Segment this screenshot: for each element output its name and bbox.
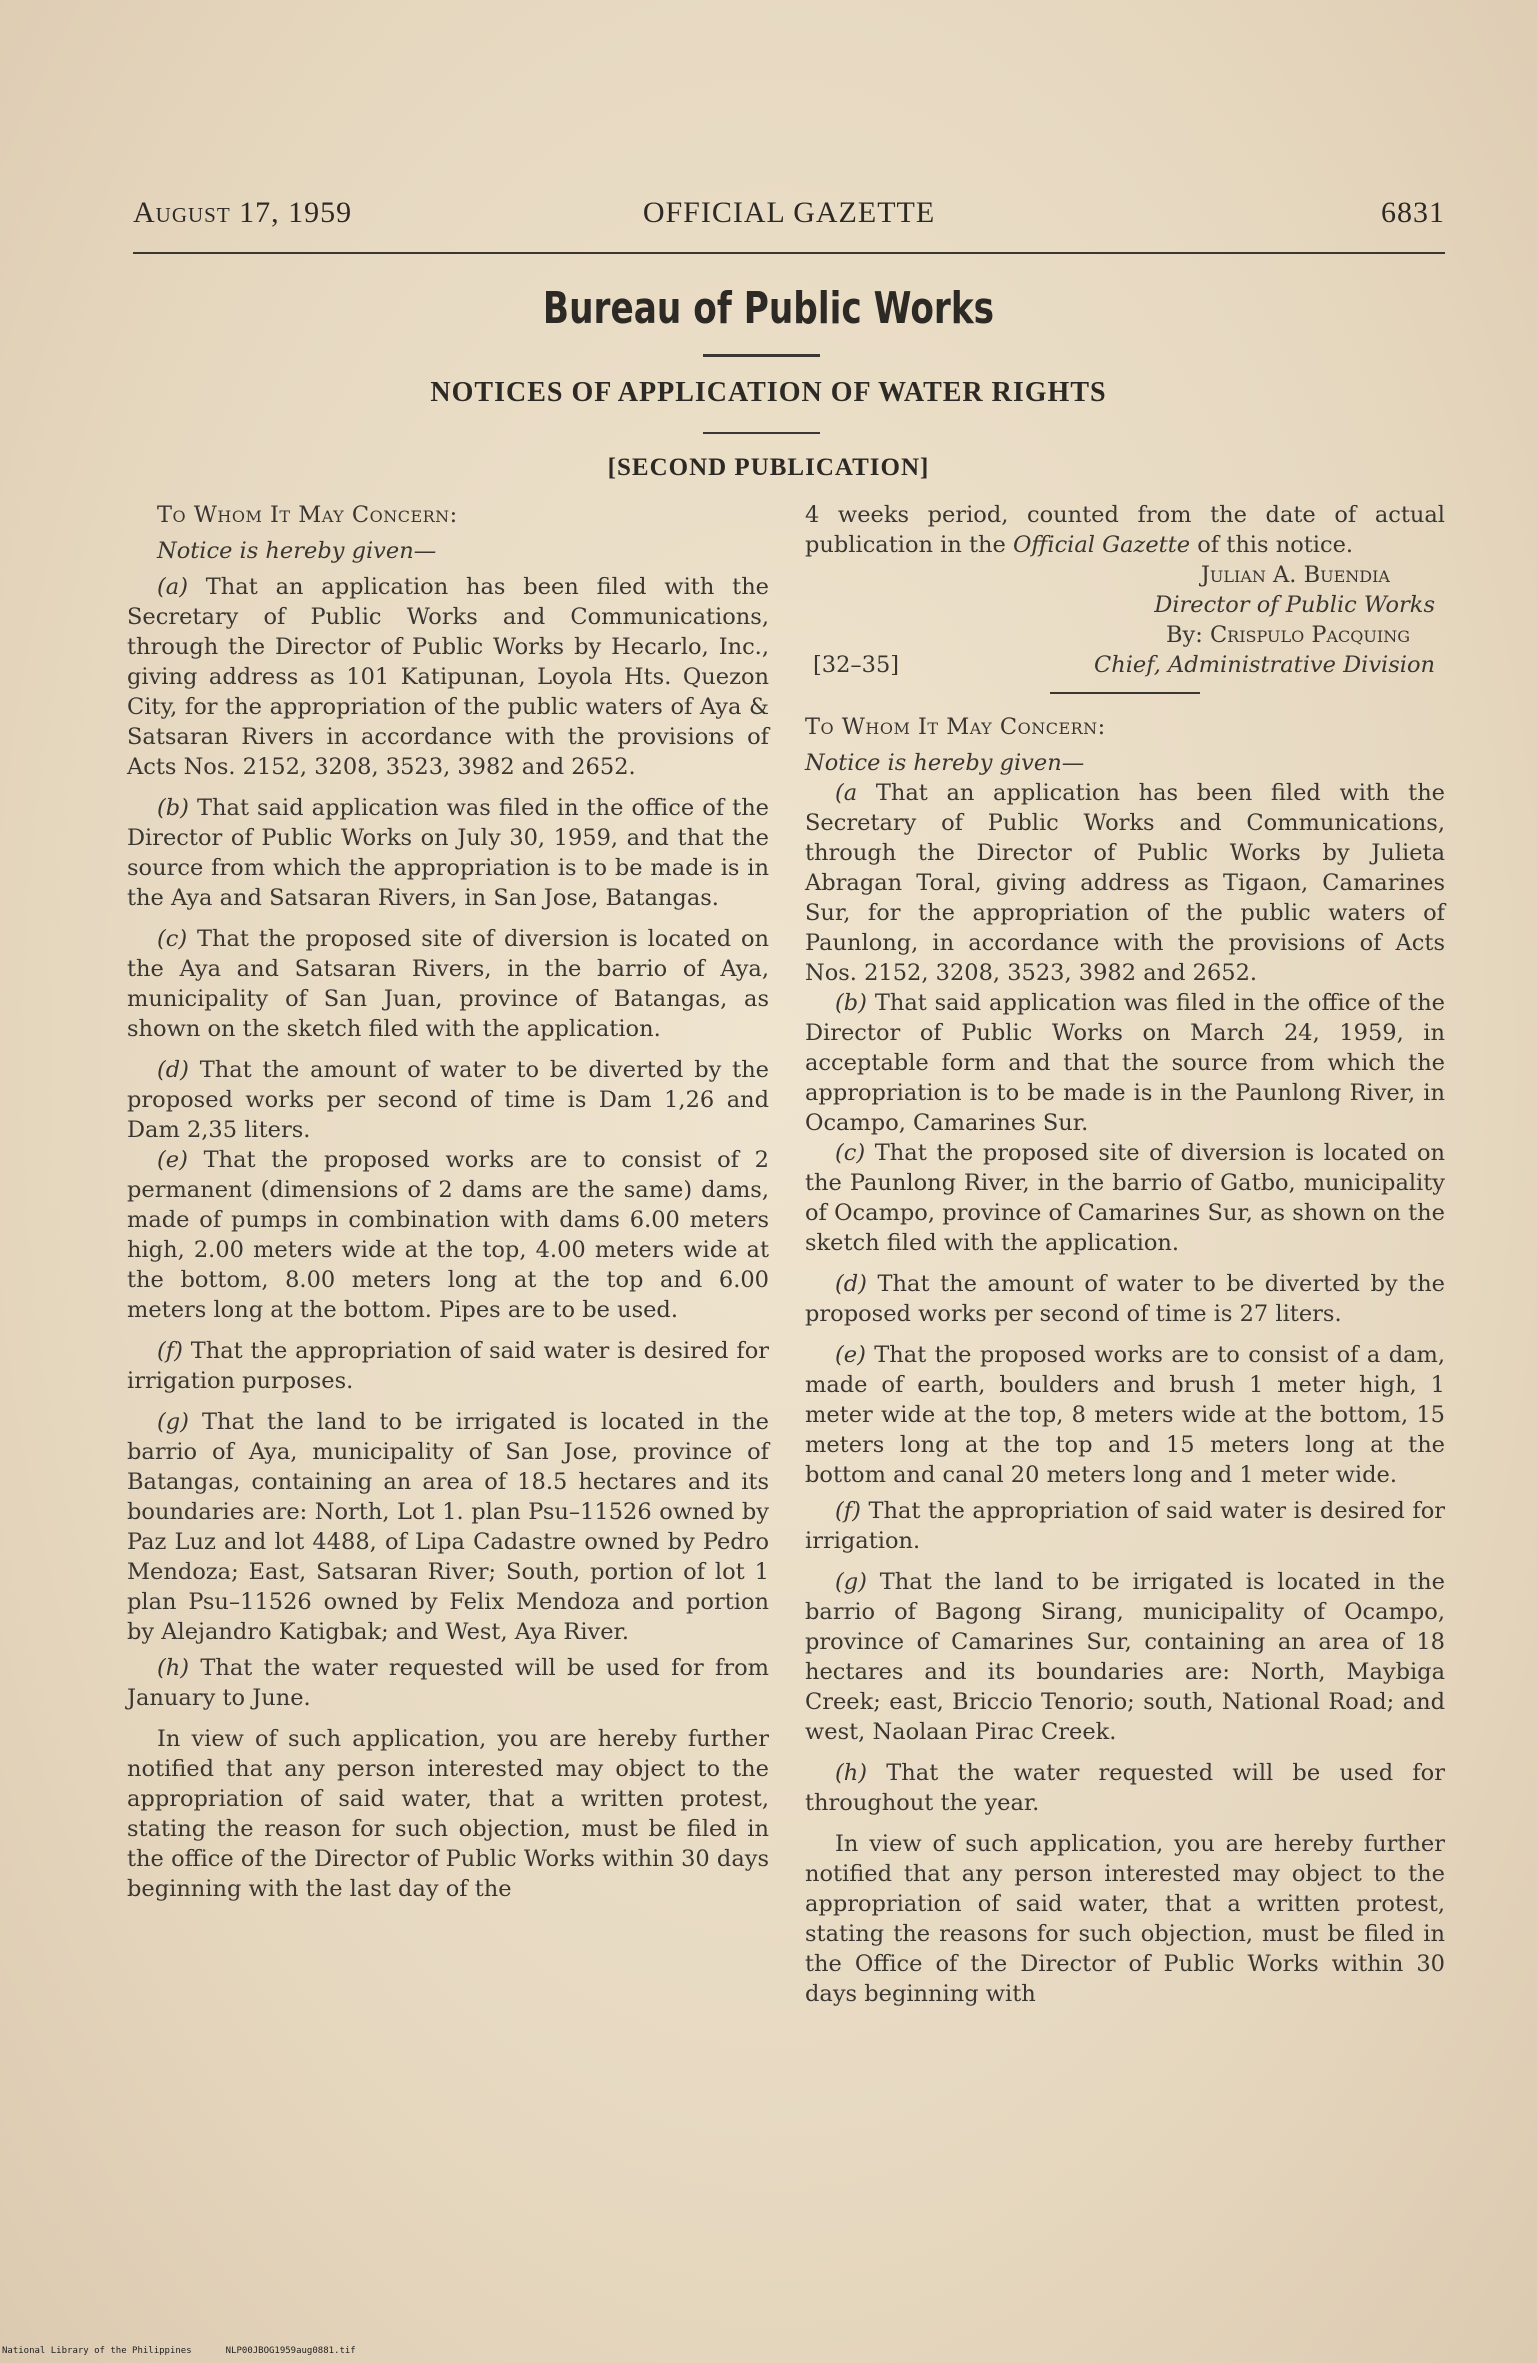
- signer-title: Director of Public Works: [1154, 592, 1435, 618]
- para-text: That the amount of water to be diverted by the proposed works per second of time is Dam 1,26 and Dam 2,35 liters.: [127, 1057, 769, 1143]
- left-para-c: [127, 924, 769, 1044]
- para-label: (f): [157, 1338, 183, 1364]
- title-rule: [703, 354, 820, 357]
- para-text: That the proposed works are to consist of 2 permanent (dimensions of 2 dams are the same) dams, made of pumps in combination with dams 6.00 meters high, 2.00 meters wide at the top, 4.00 meters wide at the bottom, 8.00 meters long at the top and 6.00 meters long at the bottom. Pipes are to be used.: [127, 1147, 769, 1323]
- continuation-end: of this notice.: [1190, 532, 1354, 558]
- para-label: (e): [835, 1342, 866, 1368]
- signature-block: [805, 560, 1445, 650]
- para-label: (e): [157, 1147, 188, 1173]
- para-label: (b): [157, 795, 189, 821]
- right-para-h: [805, 1758, 1445, 1818]
- para-text: That the water requested will be used for from January to June.: [127, 1655, 769, 1711]
- para-text: That the land to be irrigated is located in the barrio of Aya, municipality of San Jose, province of Batangas, containing an area of 18.5 hectares and its boundaries are: North, Lot 1. plan Psu–11526 owned by Paz Luz and lot 4488, of Lipa Cadastre owned by Pedro Mendoza; East, Satsaran River; South, portion of lot 1 plan Psu–11526 owned by Felix Mendoza and portion by Alejandro Katigbak; and West, Aya River.: [127, 1409, 769, 1645]
- signature-row: [805, 650, 1445, 680]
- para-text: That an application has been filed with the Secretary of Public Works and Communications, through the Director of Public Works by Julieta Abragan Toral, giving address as Tigaon, Camarines Sur, for the appropriation of the public waters of Paunlong, in accordance with the provisions of Acts Nos. 2152, 3208, 3523, 3982 and 2652.: [805, 780, 1445, 986]
- right-para-c: [805, 1138, 1445, 1258]
- left-para-a: [127, 572, 769, 782]
- para-text: That the water requested will be used for throughout the year.: [805, 1760, 1445, 1816]
- right-para-f: [805, 1496, 1445, 1556]
- issue-code: [32–35]: [813, 652, 900, 678]
- para-text: That the proposed site of diversion is located on the Paunlong River, in the barrio of Gatbo, municipality of Ocampo, province of Camarines Sur, as shown on the sketch filed with the application.: [805, 1140, 1445, 1256]
- subtitle-rule: [703, 432, 820, 434]
- right-para-e: [805, 1340, 1445, 1490]
- page-title: Bureau of Public Works: [542, 283, 995, 334]
- by-name: Crispulo Pacquing: [1209, 622, 1410, 648]
- para-label: (c): [157, 926, 188, 952]
- right-para-d: [805, 1269, 1445, 1329]
- left-para-f: [127, 1336, 769, 1396]
- section-subtitle: NOTICES OF APPLICATION OF WATER RIGHTS: [430, 377, 1107, 408]
- left-para-h: [127, 1653, 769, 1713]
- header-rule: [133, 252, 1445, 254]
- scan-footer: [2, 2346, 390, 2356]
- left-para-d: [127, 1055, 769, 1145]
- para-text: That the amount of water to be diverted by the proposed works per second of time is 27 liters.: [805, 1271, 1445, 1327]
- left-para-g: [127, 1407, 769, 1647]
- para-text: That the proposed site of diversion is located on the Aya and Satsaran Rivers, in the barrio of Aya, municipality of San Juan, province of Batangas, as shown on the sketch filed with the application.: [127, 926, 769, 1042]
- right-para-g: [805, 1567, 1445, 1747]
- para-text: That an application has been filed with the Secretary of Public Works and Communications, through the Director of Public Works by Hecarlo, Inc., giving address as 101 Katipunan, Loyola Hts. Quezon City, for the appropriation of the public waters of Aya & Satsaran Rivers in accordance with the provisions of Acts Nos. 2152, 3208, 3523, 3982 and 2652.: [127, 574, 769, 780]
- header-publication: OFFICIAL GAZETTE: [642, 196, 936, 229]
- para-label: (d): [835, 1271, 867, 1297]
- para-label: (g): [835, 1569, 867, 1595]
- right-column: [805, 500, 1445, 2009]
- right-para-a: [805, 778, 1445, 988]
- para-label: (a): [157, 574, 188, 600]
- para-text: That said application was filed in the office of the Director of Public Works on July 30, 1959, and that the source from which the appropriation is to be made is in the Aya and Satsaran Rivers, in San Jose, Batangas.: [127, 795, 769, 911]
- signer-name: Julian A. Buendia: [1200, 562, 1390, 588]
- publication-note: [SECOND PUBLICATION]: [607, 454, 930, 481]
- left-para-e: [127, 1145, 769, 1325]
- footer-library: National Library of the Philippines: [2, 2346, 192, 2356]
- by-line: [805, 620, 1435, 650]
- para-label: (d): [157, 1057, 189, 1083]
- para-text: That the appropriation of said water is desired for irrigation purposes.: [127, 1338, 769, 1394]
- by-label: By:: [1165, 622, 1210, 648]
- notice-divider: [1050, 692, 1200, 694]
- header-page-number: 6831: [1381, 196, 1445, 229]
- para-label: (h): [157, 1655, 190, 1681]
- para-text: That the proposed works are to consist of a dam, made of earth, boulders and brush 1 meter high, 1 meter wide at the top, 8 meters wide at the bottom, 15 meters long at the top and 15 meters long at the bottom and canal 20 meters long and 1 meter wide.: [805, 1342, 1445, 1488]
- by-title: Chief, Administrative Division: [1093, 652, 1435, 678]
- left-para-b: [127, 793, 769, 913]
- running-header: [133, 196, 1445, 236]
- para-label: (c): [835, 1140, 866, 1166]
- para-text: That said application was filed in the office of the Director of Public Works on March 24, 1959, in acceptable form and that the source from which the appropriation is to be made is in the Paunlong River, in Ocampo, Camarines Sur.: [805, 990, 1445, 1136]
- left-salutation: To Whom It May Concern:: [157, 502, 458, 528]
- continuation-text: 4 weeks period, counted from the date of actual publication in the: [805, 502, 1445, 558]
- right-closing: In view of such application, you are hereby further notified that any person interested may object to the appropriation of said water, that a written protest, stating the reasons for such objection, must be filed in the Office of the Director of Public Works within 30 days beginning with: [805, 1831, 1445, 2007]
- footer-file: NLP00JBOG1959aug0881.tif: [225, 2346, 356, 2356]
- para-text: That the land to be irrigated is located in the barrio of Bagong Sirang, municipality of Ocampo, province of Camarines Sur, containing an area of 18 hectares and its boundaries are: North, Maybiga Creek; east, Briccio Tenorio; south, National Road; and west, Naolaan Pirac Creek.: [805, 1569, 1445, 1745]
- para-label: (h): [835, 1760, 868, 1786]
- right-notice: Notice is hereby given—: [805, 750, 1085, 776]
- para-label: (b): [835, 990, 867, 1016]
- right-para-b: [805, 988, 1445, 1138]
- right-salutation: To Whom It May Concern:: [805, 714, 1106, 740]
- right-continuation: [805, 500, 1445, 560]
- para-text: That the appropriation of said water is desired for irrigation.: [805, 1498, 1445, 1554]
- left-column: [127, 500, 769, 1904]
- para-label: (a: [835, 780, 858, 806]
- left-closing: In view of such application, you are hereby further notified that any person interested may object to the appropriation of said water, that a written protest, stating the reason for such objection, must be filed in the office of the Director of Public Works within 30 days beginning with the last day of the: [127, 1726, 769, 1902]
- para-label: (g): [157, 1409, 189, 1435]
- header-date: August 17, 1959: [133, 196, 353, 229]
- gazette-name: Official Gazette: [1012, 532, 1191, 558]
- left-notice: Notice is hereby given—: [157, 538, 437, 564]
- para-label: (f): [835, 1498, 861, 1524]
